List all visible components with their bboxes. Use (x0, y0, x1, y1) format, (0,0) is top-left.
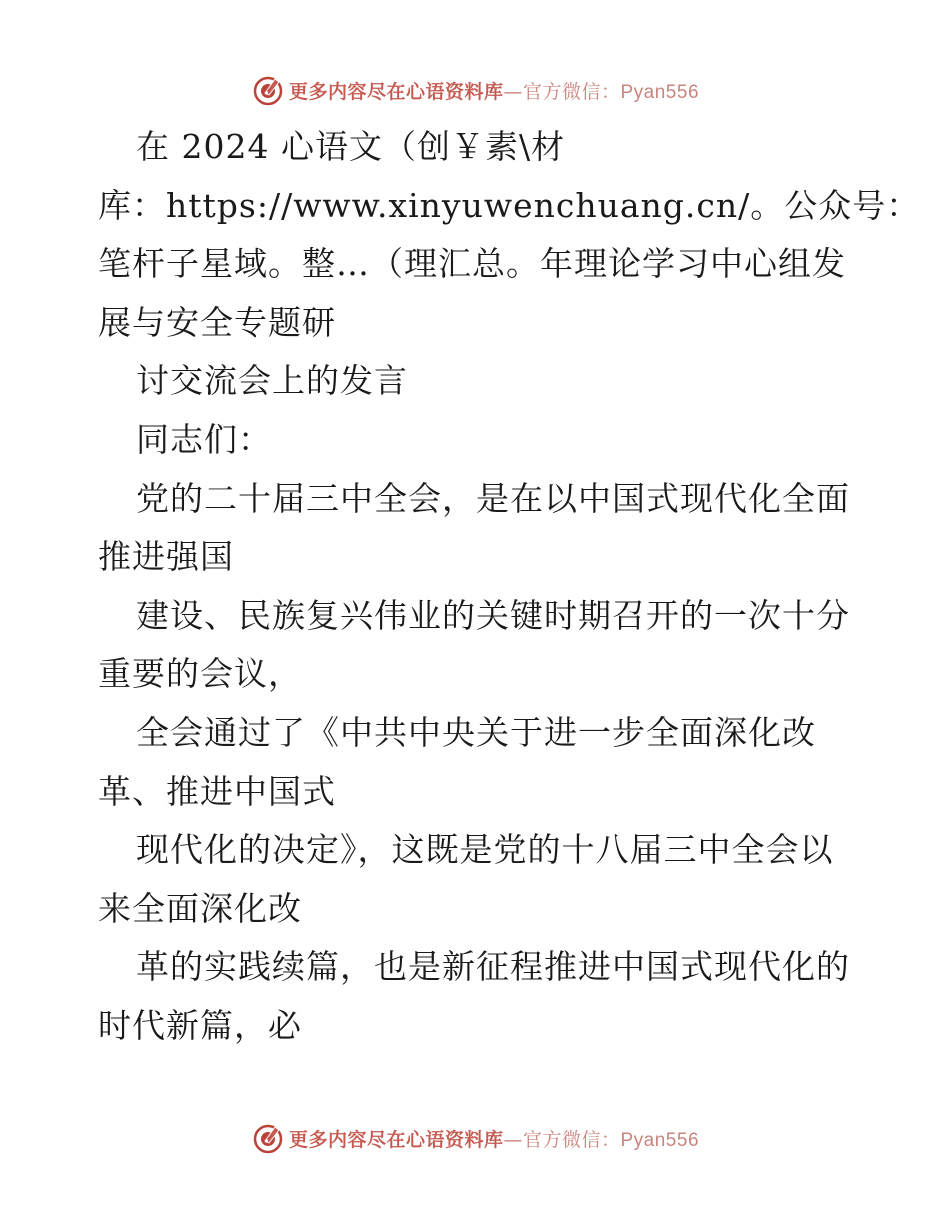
pen-nib-logo-icon (251, 73, 285, 107)
footer-lead: 更多内容尽在心语资料库 (288, 1128, 504, 1151)
text-line: 在 2024 心语文（创￥素\材 (136, 127, 566, 166)
footer-banner-text (289, 1125, 699, 1152)
text-line: 库：https://www.xinyuwenchuang.cn/。公众号： (98, 185, 921, 225)
footer-banner (0, 1118, 950, 1158)
text-line: 推进强国 (98, 537, 234, 577)
text-line: 展与安全专题研 (98, 302, 336, 342)
text-line: 革的实践续篇，也是新征程推进中国式现代化的 (136, 947, 850, 987)
header-lead: 更多内容尽在心语资料库 (288, 80, 504, 103)
text-line: 笔杆子星域。整…（理汇总。年理论学习中心组发 (98, 244, 846, 284)
text-line: 重要的会议， (98, 654, 302, 694)
text-line: 党的二十届三中全会，是在以中国式现代化全面 (136, 478, 850, 518)
footer-rest: —官方微信： (503, 1128, 621, 1151)
header-banner-text (289, 77, 699, 104)
text-line: 来全面深化改 (98, 888, 302, 928)
pen-nib-logo-icon (251, 1121, 285, 1155)
header-banner (0, 70, 950, 110)
text-line: 讨交流会上的发言 (136, 361, 408, 401)
header-rest: —官方微信： (503, 80, 621, 103)
text-line: 全会通过了《中共中央关于进一步全面深化改 (136, 712, 816, 752)
header-wechat: Pyan556 (620, 81, 700, 103)
document-body (98, 118, 921, 1056)
text-line: 现代化的决定》，这既是党的十八届三中全会以 (136, 830, 834, 870)
text-line: 革、推进中国式 (98, 771, 336, 811)
text-line: 时代新篇，必 (98, 1005, 302, 1045)
text-line: 建设、民族复兴伟业的关键时期召开的一次十分 (136, 595, 850, 635)
footer-wechat: Pyan556 (620, 1129, 700, 1151)
text-line: 同志们： (136, 419, 272, 459)
